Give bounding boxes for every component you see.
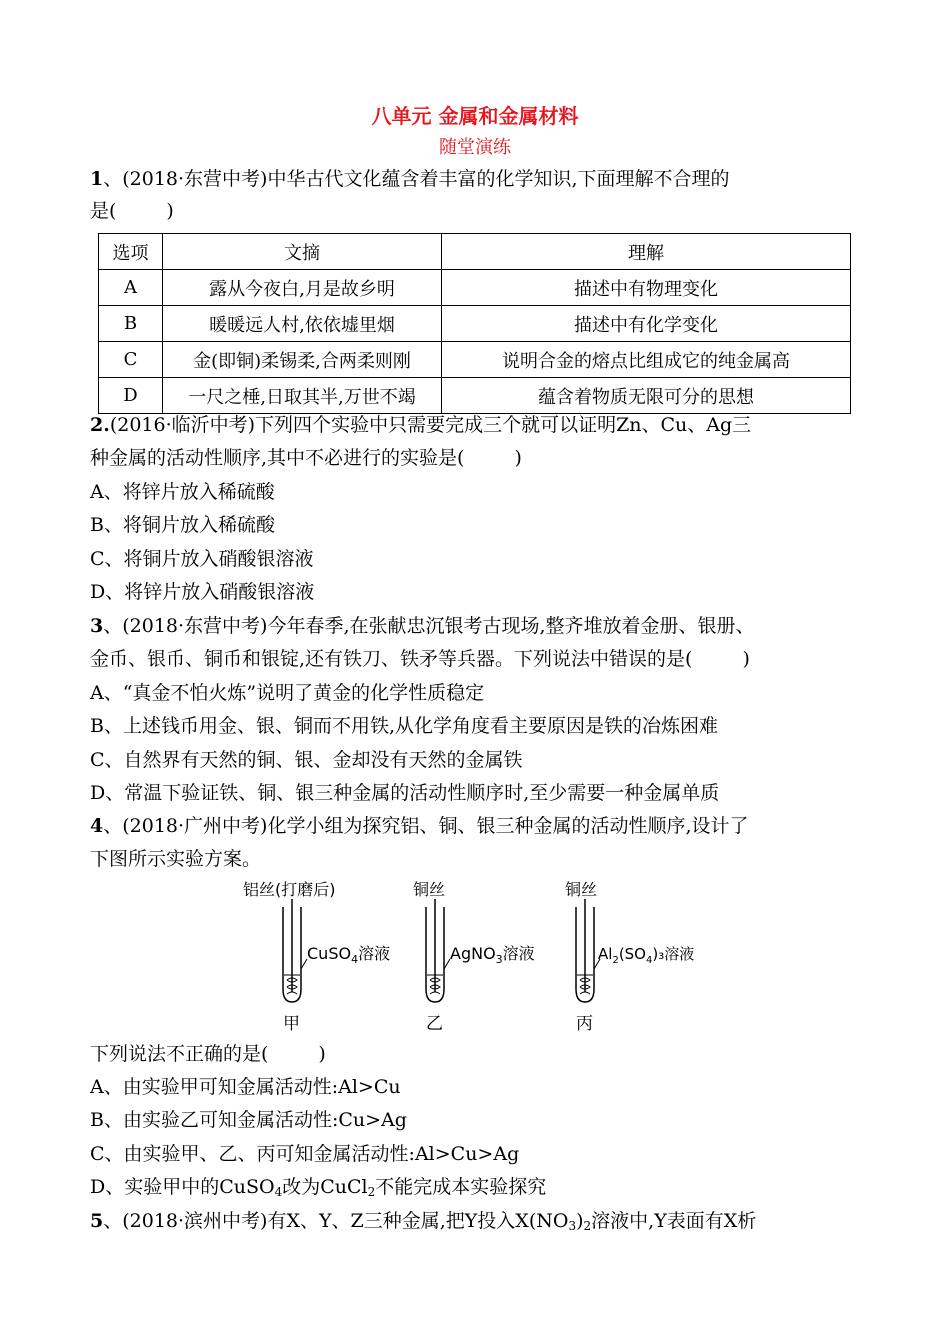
- wire-label: 铜丝: [413, 880, 446, 899]
- q2-line1: [90, 411, 870, 439]
- q2-option-d: D、将锌片放入硝酸银溶液: [90, 581, 315, 603]
- q5-number: 5: [90, 1210, 104, 1232]
- q4-line1: [90, 812, 870, 840]
- solution-label: $Al_2(SO_4)_3$溶液: [598, 945, 695, 966]
- table-header-row: [99, 234, 851, 270]
- q3-number: 3: [90, 615, 104, 637]
- subscript: 2: [583, 1219, 592, 1233]
- q3-text: 、(2018·东营中考)今年春季,在张献忠沉银考古现场,整齐堆放着金册、银册、: [103, 615, 755, 637]
- subscript: 3: [568, 1219, 577, 1233]
- table-cell: 说明合金的熔点比组成它的纯金属高: [442, 342, 851, 378]
- q4-stem-text: 下列说法不正确的是(: [90, 1043, 269, 1065]
- table-cell: D: [99, 378, 163, 414]
- q4-option-c: C、由实验甲、乙、丙可知金属活动性:Al>Cu>Ag: [90, 1143, 520, 1165]
- q4-number: 4: [90, 815, 104, 837]
- q3-option-d: D、常温下验证铁、铜、银三种金属的活动性顺序时,至少需要一种金属单质: [90, 782, 720, 804]
- tube-yi: [413, 880, 535, 1034]
- wire-label: 铝丝(打磨后): [243, 880, 336, 899]
- q4-option-a: A、由实验甲可知金属活动性:Al>Cu: [90, 1076, 401, 1098]
- table-row: [99, 342, 851, 378]
- q4-paren-close: ): [318, 1043, 326, 1065]
- table-cell: 露从今夜白,月是故乡明: [163, 270, 442, 306]
- q5-text-3: 溶液中,Y表面有X析: [591, 1210, 757, 1232]
- q1-text: 、(2018·东营中考)中华古代文化蕴含着丰富的化学知识,下面理解不合理的: [103, 168, 730, 190]
- q1-paren-close: ): [166, 200, 174, 222]
- q4-option-b: B、由实验乙可知金属活动性:Cu>Ag: [90, 1109, 407, 1131]
- table-cell: 一尺之棰,日取其半,万世不竭: [163, 378, 442, 414]
- solution-label: AgNO$_3$溶液: [450, 944, 535, 966]
- q3-text-2: 金币、银币、铜币和银锭,还有铁刀、铁矛等兵器。下列说法中错误的是(: [90, 648, 693, 670]
- page-subtitle: 随堂演练: [439, 137, 511, 158]
- solution-label: CuSO$_4$溶液: [307, 944, 391, 966]
- tube-label: 甲: [283, 1014, 300, 1034]
- q1-table: [98, 233, 851, 414]
- q3-option-c: C、自然界有天然的铜、银、金却没有天然的金属铁: [90, 749, 523, 771]
- q2-number: 2.: [90, 414, 110, 436]
- q5-text: 、(2018·滨州中考)有X、Y、Z三种金属,把Y投入X(NO: [103, 1210, 569, 1232]
- tube-label: 乙: [426, 1014, 443, 1034]
- table-cell: 暖暖远人村,依依墟里烟: [163, 306, 442, 342]
- q4-text: 、(2018·广州中考)化学小组为探究铝、铜、银三种金属的活动性顺序,设计了: [103, 815, 749, 837]
- table-cell: A: [99, 270, 163, 306]
- test-tube-figure: [235, 877, 725, 1037]
- table-cell: 描述中有物理变化: [442, 270, 851, 306]
- q4-stem: [90, 1040, 870, 1068]
- q3-line2: [90, 645, 870, 673]
- subscript: 4: [274, 1185, 283, 1199]
- q3-line1: [90, 612, 870, 640]
- q4-line2: 下图所示实验方案。: [90, 848, 262, 870]
- page-title: 八单元 金属和金属材料: [371, 104, 579, 128]
- table-row: [99, 270, 851, 306]
- q2-option-b: B、将铜片放入稀硫酸: [90, 514, 275, 536]
- q2-text-2: 种金属的活动性顺序,其中不必进行的实验是(: [90, 447, 465, 469]
- q5-line1: [90, 1207, 870, 1235]
- q2-option-a: A、将锌片放入稀硫酸: [90, 481, 275, 503]
- table-cell: 蕴含着物质无限可分的思想: [442, 378, 851, 414]
- table-row: [99, 306, 851, 342]
- q3-option-b: B、上述钱币用金、银、铜而不用铁,从化学角度看主要原因是铁的冶炼困难: [90, 715, 719, 737]
- q3-paren-close: ): [742, 648, 750, 670]
- q2-paren-close: ): [514, 447, 522, 469]
- q2-text: (2016·临沂中考)下列四个实验中只需要完成三个就可以证明Zn、Cu、Ag三: [109, 414, 752, 436]
- subscript: 2: [367, 1185, 376, 1199]
- table-cell: 金(即铜)柔锡柔,合两柔则刚: [163, 342, 442, 378]
- table-header: 选项: [99, 234, 163, 270]
- tube-bing: [565, 880, 694, 1034]
- q2-option-c: C、将铜片放入硝酸银溶液: [90, 548, 314, 570]
- q2-line2: [90, 444, 870, 472]
- table-cell: 描述中有化学变化: [442, 306, 851, 342]
- wire-label: 铜丝: [565, 880, 598, 899]
- table-header: 理解: [442, 234, 851, 270]
- q4-optd-text-3: 不能完成本实验探究: [375, 1176, 547, 1198]
- table-header: 文摘: [163, 234, 442, 270]
- q3-option-a: A、“真金不怕火炼”说明了黄金的化学性质稳定: [90, 682, 485, 704]
- table-cell: C: [99, 342, 163, 378]
- table-cell: B: [99, 306, 163, 342]
- q1-line2: [90, 197, 870, 225]
- tube-label: 丙: [576, 1014, 593, 1034]
- table-row: [99, 378, 851, 414]
- q1-number: 1: [90, 168, 104, 190]
- q1-line1: [90, 165, 870, 193]
- q4-optd-text: D、实验甲中的CuSO: [90, 1176, 275, 1198]
- tube-jia: [243, 880, 390, 1034]
- q4-optd-text-2: 改为CuCl: [282, 1176, 368, 1198]
- q5-text-2: ): [576, 1210, 584, 1232]
- q1-text-2: 是(: [90, 200, 117, 222]
- q4-option-d: [90, 1173, 870, 1201]
